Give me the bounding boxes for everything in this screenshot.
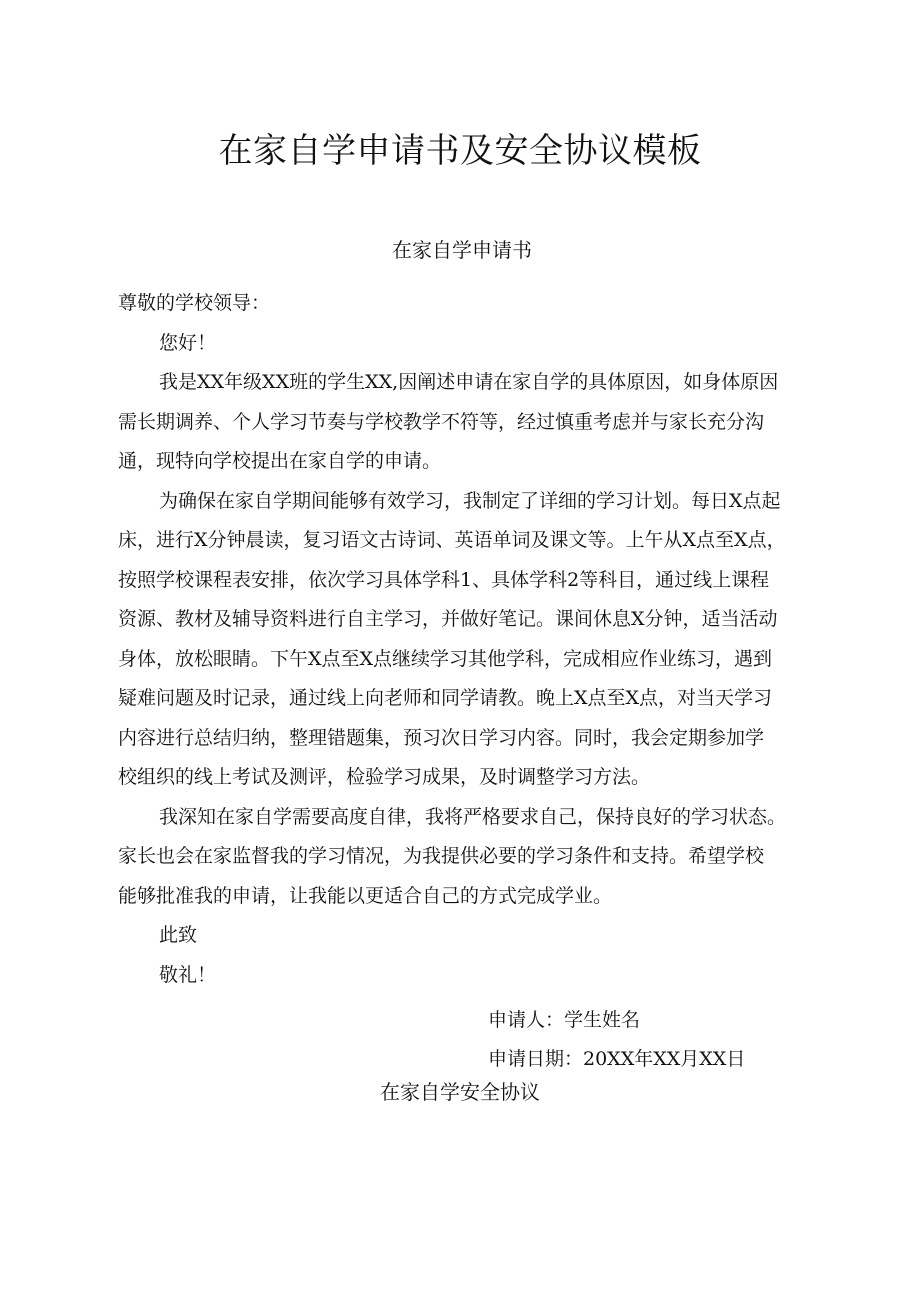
paragraph-2-line: 床，进行X分钟晨读，复习语文古诗词、英语单词及课文等。上午从X点至X点， <box>118 529 786 551</box>
paragraph-3-line: 我深知在家自学需要高度自律，我将严格要求自己，保持良好的学习状态。 <box>159 805 787 828</box>
applicant-signature: 申请人：学生姓名 <box>488 1009 641 1031</box>
paragraph-2-line: 资源、教材及辅导资料进行自主学习，并做好笔记。课间休息X分钟，适当活动 <box>118 608 778 630</box>
document-title: 在家自学申请书及安全协议模板 <box>218 131 702 171</box>
application-body <box>118 284 818 995</box>
paragraph-3-line: 家长也会在家监督我的学习情况，为我提供必要的学习条件和支持。希望学校 <box>118 845 765 867</box>
paragraph-2-line: 校组织的线上考试及测评，检验学习成果，及时调整学习方法。 <box>118 766 651 788</box>
paragraph-2-line: 疑难问题及时记录，通过线上向老师和同学请教。晚上X点至X点，对当天学习 <box>118 687 773 709</box>
salutation: 尊敬的学校领导： <box>118 292 271 314</box>
paragraph-1-line: 需长期调养、个人学习节奏与学校教学不符等，经过慎重考虑并与家长充分沟 <box>118 410 765 433</box>
paragraph-1-line: 我是XX年级XX班的学生XX,因阐述申请在家自学的具体原因，如身体原因 <box>159 371 779 393</box>
greeting: 您好！ <box>159 331 217 354</box>
closing-salute: 敬礼！ <box>159 963 217 986</box>
application-date: 申请日期：20XX年XX月XX日 <box>488 1048 746 1070</box>
paragraph-2-line: 为确保在家自学期间能够有效学习，我制定了详细的学习计划。每日X点起 <box>159 489 781 512</box>
paragraph-3-line: 能够批准我的申请，让我能以更适合自己的方式完成学业。 <box>118 884 613 907</box>
paragraph-2-line: 内容进行总结归纳，整理错题集，预习次日学习内容。同时，我会定期参加学 <box>118 726 765 749</box>
agreement-heading: 在家自学安全协议 <box>380 1080 540 1104</box>
application-heading: 在家自学申请书 <box>392 238 532 262</box>
paragraph-2-line: 身体，放松眼睛。下午X点至X点继续学习其他学科，完成相应作业练习，遇到 <box>118 647 773 670</box>
paragraph-1-line: 通，现特向学校提出在家自学的申请。 <box>118 450 442 472</box>
closing-regards: 此致 <box>159 924 198 946</box>
paragraph-2-line: 按照学校课程表安排，依次学习具体学科1、具体学科2等科目，通过线上课程 <box>118 568 770 591</box>
